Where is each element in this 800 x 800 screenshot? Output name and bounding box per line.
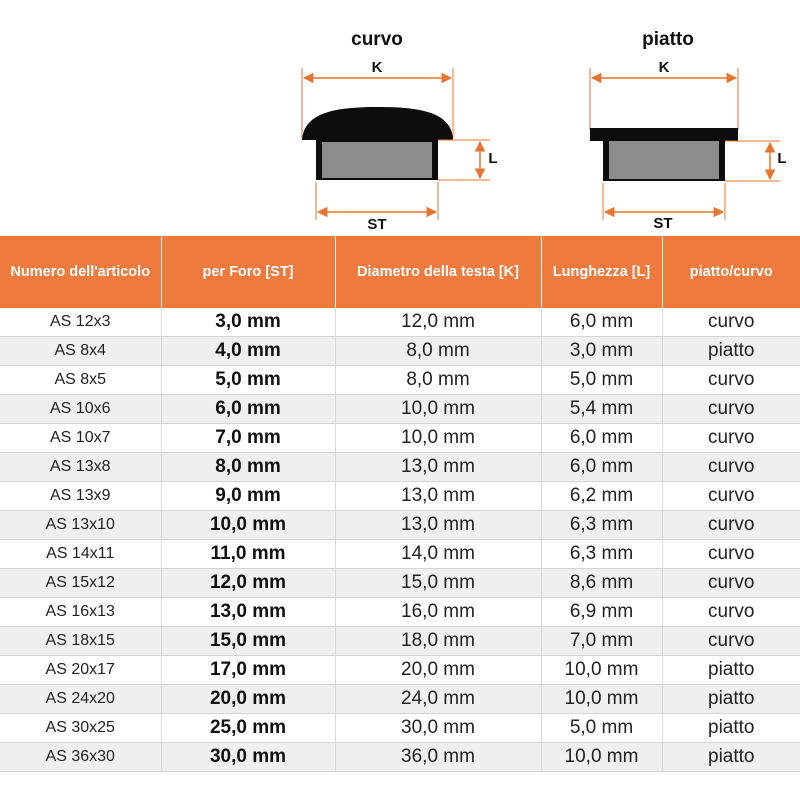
hole-diameter-cell: 17,0 mm [161, 656, 335, 685]
hole-diameter-cell: 6,0 mm [161, 395, 335, 424]
head-diameter-cell: 15,0 mm [335, 569, 541, 598]
table-row [0, 453, 800, 482]
table-body [0, 308, 800, 772]
table-row [0, 685, 800, 714]
article-number-cell: AS 20x17 [0, 656, 161, 685]
length-cell: 7,0 mm [541, 627, 662, 656]
flat-st-label: ST [653, 215, 673, 232]
article-number-cell: AS 8x5 [0, 366, 161, 395]
article-number-cell: AS 16x13 [0, 598, 161, 627]
head-diameter-cell: 20,0 mm [335, 656, 541, 685]
hole-diameter-cell: 30,0 mm [161, 743, 335, 772]
table-row [0, 656, 800, 685]
header-article-number: Numero dell'articolo [0, 236, 161, 308]
hole-diameter-cell: 3,0 mm [161, 308, 335, 337]
head-diameter-cell: 13,0 mm [335, 511, 541, 540]
article-number-cell: AS 10x7 [0, 424, 161, 453]
head-diameter-cell: 13,0 mm [335, 453, 541, 482]
article-number-cell: AS 10x6 [0, 395, 161, 424]
table-header-row [0, 236, 800, 308]
hole-diameter-cell: 9,0 mm [161, 482, 335, 511]
article-number-cell: AS 8x4 [0, 337, 161, 366]
curved-k-label: K [371, 59, 383, 76]
hole-diameter-cell: 13,0 mm [161, 598, 335, 627]
flat-cap-stem [609, 141, 719, 179]
length-cell: 5,4 mm [541, 395, 662, 424]
head-diameter-cell: 10,0 mm [335, 424, 541, 453]
length-cell: 6,9 mm [541, 598, 662, 627]
head-diameter-cell: 12,0 mm [335, 308, 541, 337]
head-diameter-cell: 36,0 mm [335, 743, 541, 772]
hole-diameter-cell: 11,0 mm [161, 540, 335, 569]
length-cell: 5,0 mm [541, 366, 662, 395]
shape-cell: curvo [662, 366, 800, 395]
header-length: Lunghezza [L] [541, 236, 662, 308]
length-cell: 6,0 mm [541, 424, 662, 453]
header-hole-diameter: per Foro [ST] [161, 236, 335, 308]
length-cell: 3,0 mm [541, 337, 662, 366]
head-diameter-cell: 8,0 mm [335, 337, 541, 366]
length-cell: 6,2 mm [541, 482, 662, 511]
curved-cap-stem [322, 142, 432, 178]
shape-cell: piatto [662, 337, 800, 366]
hole-diameter-cell: 15,0 mm [161, 627, 335, 656]
table-row [0, 540, 800, 569]
article-number-cell: AS 13x10 [0, 511, 161, 540]
article-number-cell: AS 24x20 [0, 685, 161, 714]
table-row [0, 395, 800, 424]
table-row [0, 337, 800, 366]
shape-cell: curvo [662, 395, 800, 424]
length-cell: 10,0 mm [541, 743, 662, 772]
head-diameter-cell: 8,0 mm [335, 366, 541, 395]
head-diameter-cell: 30,0 mm [335, 714, 541, 743]
shape-cell: curvo [662, 598, 800, 627]
shape-cell: piatto [662, 656, 800, 685]
flat-k-label: K [658, 59, 670, 76]
head-diameter-cell: 10,0 mm [335, 395, 541, 424]
flat-cap-title: piatto [642, 29, 694, 50]
header-head-diameter: Diametro della testa [K] [335, 236, 541, 308]
article-number-cell: AS 30x25 [0, 714, 161, 743]
length-cell: 8,6 mm [541, 569, 662, 598]
curved-st-label: ST [367, 216, 387, 233]
hole-diameter-cell: 8,0 mm [161, 453, 335, 482]
curved-cap-drawing [302, 68, 490, 220]
table-row [0, 308, 800, 337]
curved-l-label: L [488, 150, 498, 167]
hole-diameter-cell: 25,0 mm [161, 714, 335, 743]
curved-cap-title: curvo [351, 29, 403, 50]
length-cell: 10,0 mm [541, 656, 662, 685]
length-cell: 6,0 mm [541, 308, 662, 337]
hole-diameter-cell: 7,0 mm [161, 424, 335, 453]
table-row [0, 743, 800, 772]
flat-l-label: L [777, 150, 787, 167]
shape-cell: curvo [662, 482, 800, 511]
head-diameter-cell: 24,0 mm [335, 685, 541, 714]
shape-cell: curvo [662, 511, 800, 540]
cap-diagrams [0, 0, 800, 236]
length-cell: 6,3 mm [541, 511, 662, 540]
shape-cell: curvo [662, 627, 800, 656]
article-number-cell: AS 14x11 [0, 540, 161, 569]
shape-cell: piatto [662, 685, 800, 714]
length-cell: 6,3 mm [541, 540, 662, 569]
hole-diameter-cell: 12,0 mm [161, 569, 335, 598]
article-number-cell: AS 18x15 [0, 627, 161, 656]
table-row [0, 424, 800, 453]
article-number-cell: AS 13x9 [0, 482, 161, 511]
hole-diameter-cell: 4,0 mm [161, 337, 335, 366]
table-row [0, 569, 800, 598]
head-diameter-cell: 14,0 mm [335, 540, 541, 569]
head-diameter-cell: 13,0 mm [335, 482, 541, 511]
length-cell: 10,0 mm [541, 685, 662, 714]
shape-cell: curvo [662, 540, 800, 569]
shape-cell: curvo [662, 569, 800, 598]
flat-cap-drawing [590, 68, 780, 220]
table-row [0, 598, 800, 627]
curved-cap-head [302, 107, 453, 140]
table-row [0, 482, 800, 511]
hole-diameter-cell: 10,0 mm [161, 511, 335, 540]
article-number-cell: AS 13x8 [0, 453, 161, 482]
table-row [0, 511, 800, 540]
table-row [0, 627, 800, 656]
shape-cell: curvo [662, 424, 800, 453]
table-row [0, 366, 800, 395]
head-diameter-cell: 16,0 mm [335, 598, 541, 627]
hole-diameter-cell: 20,0 mm [161, 685, 335, 714]
table-row [0, 714, 800, 743]
shape-cell: piatto [662, 714, 800, 743]
hole-diameter-cell: 5,0 mm [161, 366, 335, 395]
head-diameter-cell: 18,0 mm [335, 627, 541, 656]
shape-cell: curvo [662, 453, 800, 482]
header-shape: piatto/curvo [662, 236, 800, 308]
article-number-cell: AS 15x12 [0, 569, 161, 598]
cap-sizes-table [0, 236, 800, 772]
article-number-cell: AS 12x3 [0, 308, 161, 337]
flat-cap-head [590, 128, 738, 141]
shape-cell: piatto [662, 743, 800, 772]
shape-cell: curvo [662, 308, 800, 337]
length-cell: 6,0 mm [541, 453, 662, 482]
length-cell: 5,0 mm [541, 714, 662, 743]
article-number-cell: AS 36x30 [0, 743, 161, 772]
